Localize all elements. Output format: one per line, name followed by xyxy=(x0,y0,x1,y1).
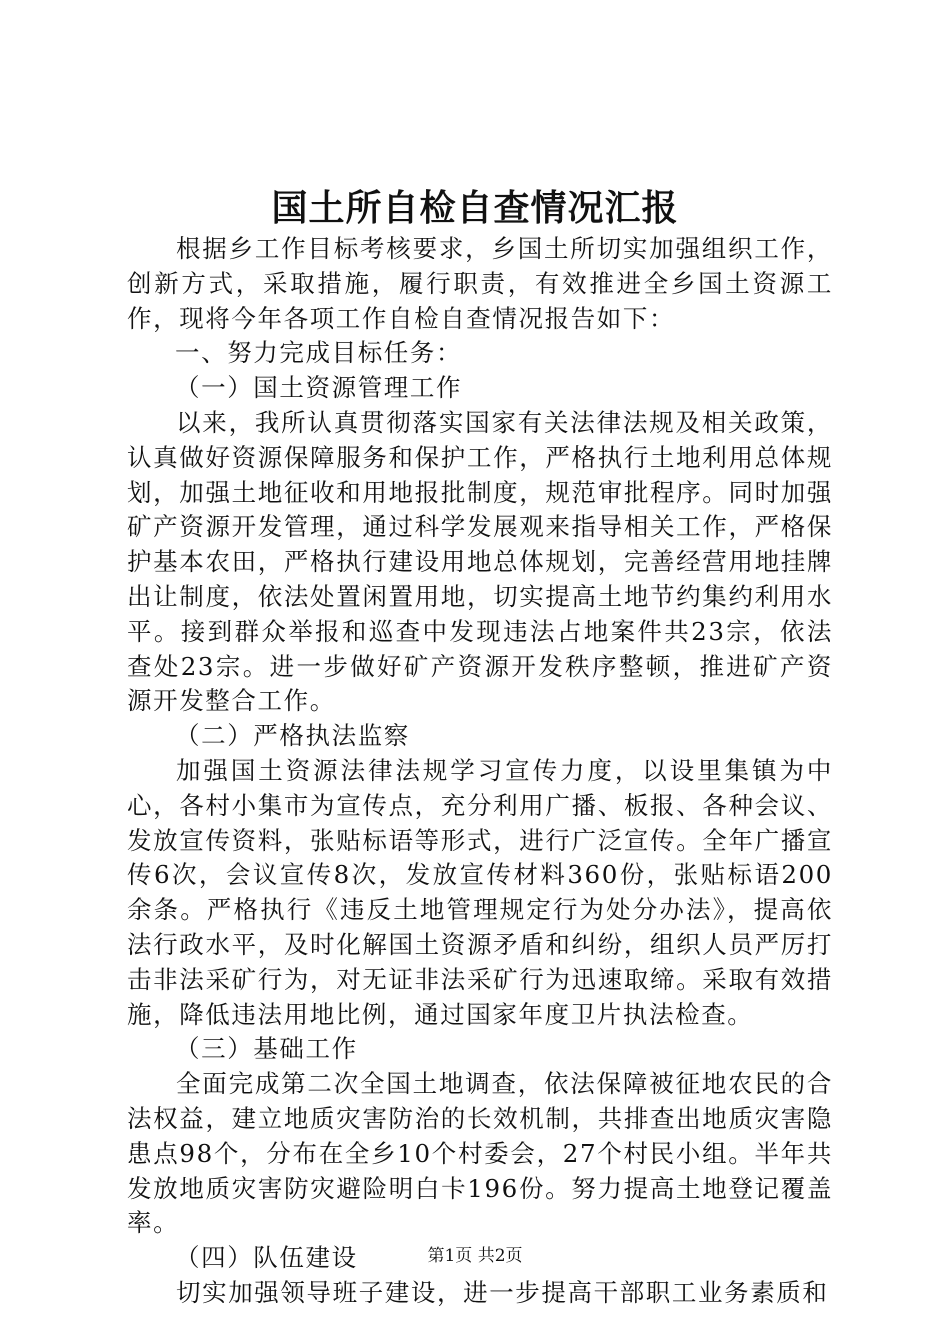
document-title: 国土所自检自查情况汇报 xyxy=(271,187,679,229)
paragraph-law-enforcement: 加强国土资源法律法规学习宣传力度，以设里集镇为中心，各村小集市为宣传点，充分利用广播、板报、各种会议、发放宣传资料，张贴标语等形式，进行广泛宣传。全年广播宣传6次，会议宣传8次，发放宣传材料360份，张贴标语200余条。严格执行《违反土地管理规定行为处分办法》，提高依法行政水平，及时化解国土资源矛盾和纠纷，组织人员严厉打击非法采矿行为，对无证非法采矿行为迅速取缔。采取有效措施，降低违法用地比例，通过国家年度卫片执法检查。 xyxy=(127,755,833,1029)
subsection-heading-4: （四）队伍建设 xyxy=(175,1243,358,1273)
paragraph-land-management: 以来，我所认真贯彻落实国家有关法律法规及相关政策，认真做好资源保障服务和保护工作，严格执行土地利用总体规划，加强土地征收和用地报批制度，规范审批程序。同时加强矿产资源开发管理，通过科学发展观来指导相关工作，严格保护基本农田，严格执行建设用地总体规划，完善经营用地挂牌出让制度，依法处置闲置用地，切实提高土地节约集约利用水平。接到群众举报和巡查中发现违法占地案件共23宗，依法查处23宗。进一步做好矿产资源开发秩序整顿，推进矿产资源开发整合工作。 xyxy=(127,407,833,716)
page-footer: 第1页 共2页 xyxy=(427,1246,523,1266)
paragraph-team-building: 切实加强领导班子建设，进一步提高干部职工业务素质和 xyxy=(176,1277,829,1307)
paragraph-basic-work: 全面完成第二次全国土地调查，依法保障被征地农民的合法权益，建立地质灾害防治的长效机制，共排查出地质灾害隐患点98个，分布在全乡10个村委会，27个村民小组。半年共发放地质灾害防灾避险明白卡196份。努力提高土地登记覆盖率。 xyxy=(127,1069,833,1238)
subsection-heading-1: （一）国土资源管理工作 xyxy=(175,373,463,403)
document-body xyxy=(127,232,833,1311)
subsection-heading-3: （三）基础工作 xyxy=(175,1034,358,1064)
paragraph-intro: 根据乡工作目标考核要求，乡国土所切实加强组织工作，创新方式，采取措施，履行职责，有效推进全乡国土资源工作，现将今年各项工作自检自查情况报告如下： xyxy=(127,234,833,333)
subsection-heading-2: （二）严格执法监察 xyxy=(175,721,410,751)
section-heading-1: 一、努力完成目标任务： xyxy=(175,338,463,368)
